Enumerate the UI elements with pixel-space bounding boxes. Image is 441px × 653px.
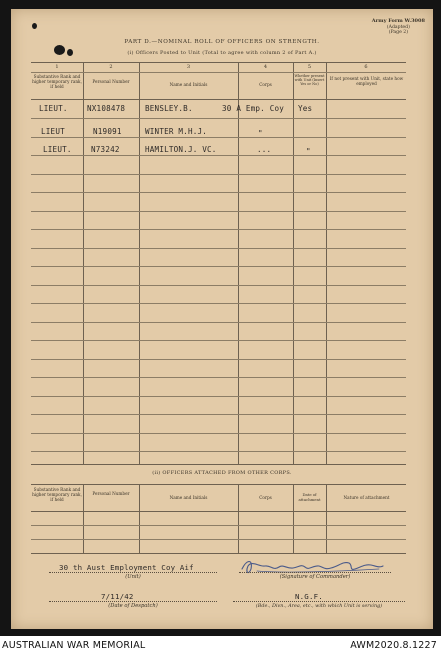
- table-rule-line: [31, 433, 406, 434]
- col-number: 4: [263, 64, 268, 70]
- table-rule-line: [31, 192, 406, 193]
- header-rank: Substantive Rank and higher temporary rank, if held: [32, 74, 82, 89]
- form-adapted: (Adapted): [386, 24, 410, 30]
- header-personal-number: Personal Number: [92, 491, 130, 496]
- officers-posted-table: [31, 62, 406, 465]
- header-name: Name and Initials: [169, 495, 208, 500]
- row-3-corps: ...: [257, 145, 272, 154]
- header-rank: Substantive Rank and higher temporary rank, if held: [32, 487, 82, 502]
- col-number: 3: [186, 64, 191, 70]
- table-rule-line: [31, 359, 406, 360]
- form-number: Army Form W.3008: [371, 18, 425, 24]
- table-rule-line: [31, 155, 406, 156]
- signature-caption: (Signature of Commander): [279, 574, 351, 580]
- row-2-corps: ": [258, 129, 263, 138]
- location-line: [233, 601, 405, 602]
- header-present: Whether present with Unit (Insert Yes or No): [294, 74, 325, 87]
- punch-hole: [32, 23, 37, 29]
- table-rule-line: [31, 303, 406, 304]
- table-rule-line: [31, 174, 406, 175]
- row-1-present: Yes: [298, 104, 313, 113]
- row-3-rank: LIEUT.: [43, 145, 72, 154]
- col-number: 5: [307, 64, 312, 70]
- unit-line: [49, 572, 217, 573]
- col-number: 2: [109, 64, 113, 70]
- header-corps: Corps: [259, 495, 272, 500]
- row-2-name: WINTER M.H.J.: [145, 127, 208, 136]
- table-rule-line: [31, 118, 406, 119]
- section-ii-title: (ii) OFFICERS ATTACHED FROM OTHER CORPS.: [152, 470, 292, 476]
- row-3-number: N73242: [91, 145, 120, 154]
- header-date-attachment: Date of attachment: [298, 492, 321, 502]
- table-rule-line: [31, 414, 406, 415]
- row-3-name: HAMILTON.J. VC.: [145, 145, 217, 154]
- signature-line: [239, 572, 391, 573]
- form-reference: [372, 19, 425, 36]
- header-nature-attachment: Nature of attachment: [343, 495, 390, 500]
- header-employed: If not present with Unit, state how employed: [329, 76, 404, 86]
- row-3-present: ": [306, 147, 311, 156]
- location-caption: (Bde., Divn., Area, etc., with which Unit is serving): [255, 603, 383, 609]
- section-i-title: (i) Officers Posted to Unit (Total to agree with column 2 of Part A.): [127, 50, 317, 56]
- row-2-number: N19091: [93, 127, 122, 136]
- officers-attached-table: [31, 484, 406, 554]
- unit-caption: (Unit): [125, 574, 141, 580]
- date-line: [49, 601, 217, 602]
- table-rule-line: [31, 322, 406, 323]
- row-1-rank: LIEUT.: [39, 104, 68, 113]
- table-rule-line: [31, 396, 406, 397]
- header-name: Name and Initials: [169, 82, 208, 87]
- row-2-rank: LIEUT: [41, 127, 65, 136]
- army-form-page: [11, 9, 433, 629]
- part-title: PART D.—NOMINAL ROLL OF OFFICERS ON STRENGTH.: [124, 39, 320, 45]
- table-rule-line: [31, 340, 406, 341]
- table-rule-line: [31, 137, 406, 138]
- footer-accession-number: AWM2020.8.1227: [350, 640, 437, 651]
- row-1-corps: 30 A Emp. Coy: [222, 104, 285, 113]
- unit-value: 30 th Aust Employment Coy Aif: [59, 563, 194, 572]
- table-rule-line: [31, 451, 406, 452]
- col-number: 6: [364, 64, 368, 70]
- table-rule-line: [31, 266, 406, 267]
- header-corps: Corps: [259, 82, 272, 87]
- row-1-number: NX108478: [87, 104, 126, 113]
- form-page: (Page 2): [388, 30, 408, 36]
- date-value: 7/11/42: [101, 592, 134, 601]
- table-rule-line: [31, 229, 406, 230]
- table-rule-line: [31, 377, 406, 378]
- row-1-name: BENSLEY.B.: [145, 104, 193, 113]
- table-rule-line: [31, 211, 406, 212]
- header-personal-number: Personal Number: [92, 79, 130, 84]
- footer-institution: AUSTRALIAN WAR MEMORIAL: [2, 640, 146, 651]
- location-value: N.G.F.: [295, 592, 323, 601]
- table-rule-line: [31, 248, 406, 249]
- table-rule-line: [31, 285, 406, 286]
- col-number: 1: [55, 64, 59, 70]
- date-caption: (Date of Despatch): [108, 603, 158, 609]
